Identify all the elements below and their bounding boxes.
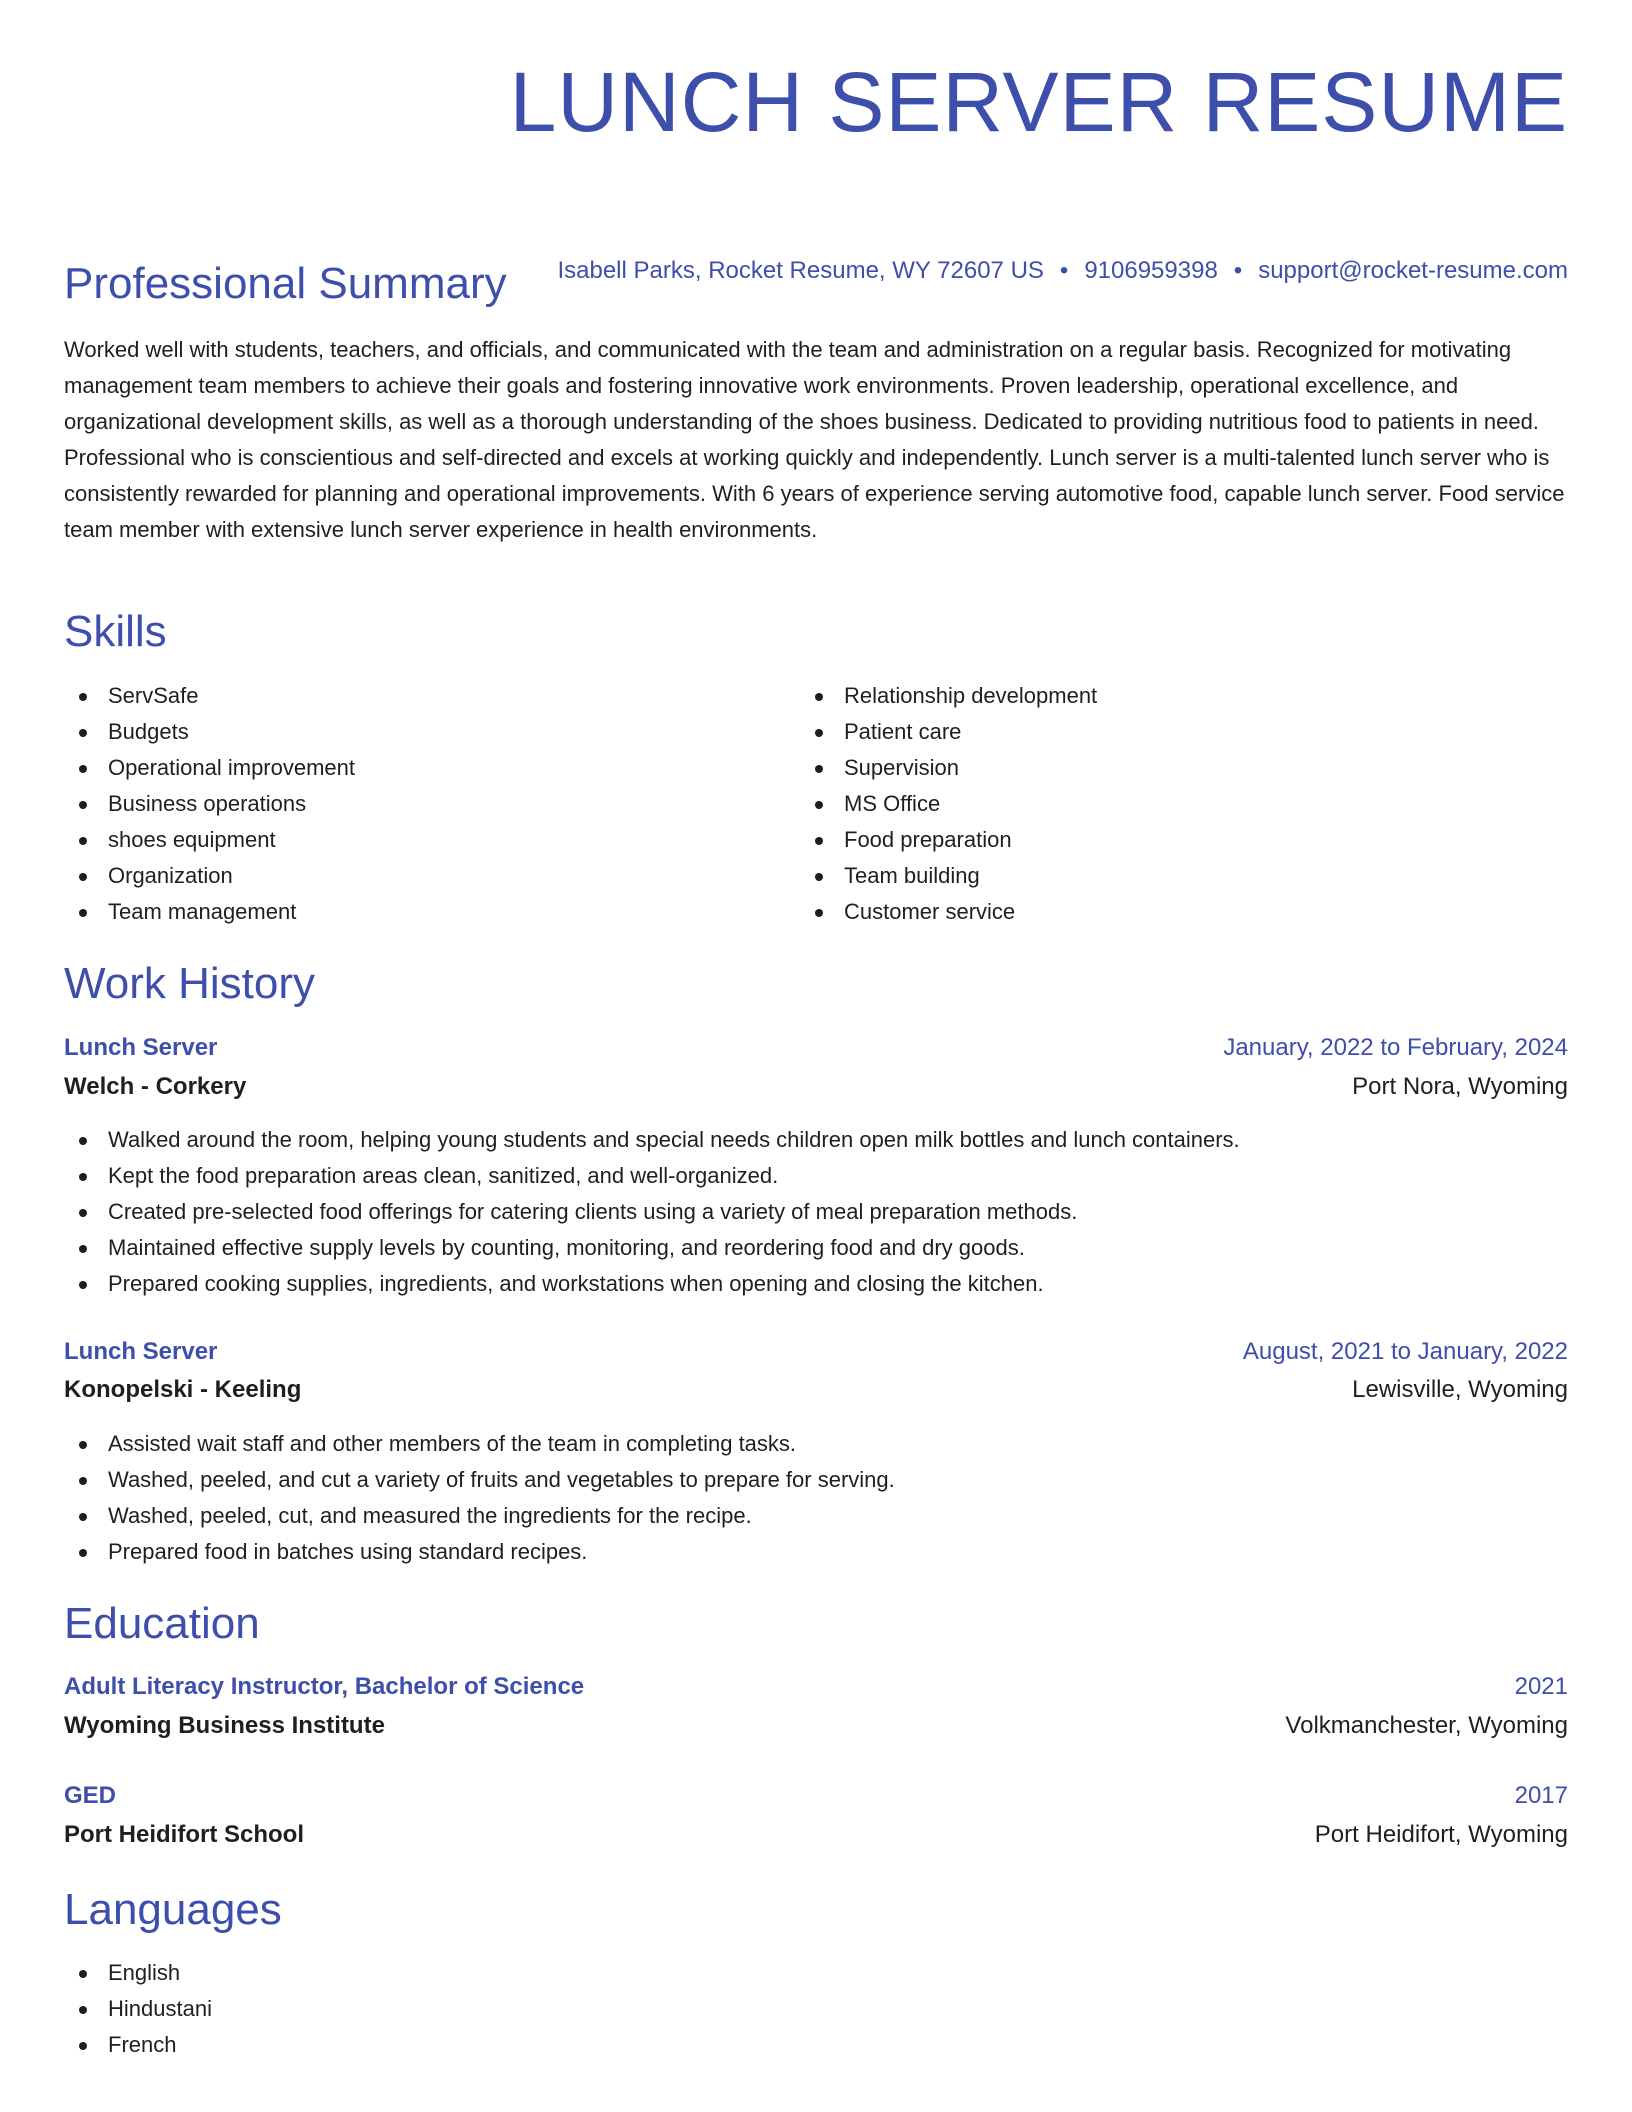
job-location: Port Nora, Wyoming <box>1352 1073 1568 1100</box>
skill-item: Organization <box>64 858 764 894</box>
job-bullet: Prepared food in batches using standard recipes. <box>64 1534 1568 1570</box>
education-year: 2021 <box>1514 1673 1568 1700</box>
summary-heading: Professional Summary <box>64 259 507 308</box>
education-subheader <box>64 1821 1568 1849</box>
job-company: Welch - Corkery <box>64 1073 247 1100</box>
skill-item: Business operations <box>64 786 764 822</box>
contact-separator: • <box>1059 257 1069 284</box>
job-role: Lunch Server <box>64 1338 218 1365</box>
job-bullet: Walked around the room, helping young students and special needs children open milk bottles and lunch containers. <box>64 1122 1568 1158</box>
job-bullet: Maintained effective supply levels by counting, monitoring, and reordering food and dry goods. <box>64 1230 1568 1266</box>
skill-item: Team building <box>800 858 1500 894</box>
education-degree: Adult Literacy Instructor, Bachelor of Science <box>64 1673 585 1700</box>
job-location: Lewisville, Wyoming <box>1352 1376 1568 1403</box>
language-item: English <box>64 1955 764 1991</box>
skill-item: Team management <box>64 894 764 930</box>
language-item: French <box>64 2027 764 2063</box>
skill-item: MS Office <box>800 786 1500 822</box>
job-dates: August, 2021 to January, 2022 <box>1242 1338 1568 1365</box>
job-header <box>64 1338 1568 1366</box>
resume-title: LUNCH SERVER RESUME <box>509 55 1568 149</box>
work-heading: Work History <box>64 959 315 1008</box>
languages-heading: Languages <box>64 1885 282 1934</box>
contact-line <box>557 256 1568 286</box>
education-school: Wyoming Business Institute <box>64 1712 385 1739</box>
contact-phone: 9106959398 <box>1084 257 1218 284</box>
job-bullet: Prepared cooking supplies, ingredients, and workstations when opening and closing the kitchen. <box>64 1266 1568 1302</box>
education-school: Port Heidifort School <box>64 1821 304 1848</box>
job-bullet: Washed, peeled, and cut a variety of fruits and vegetables to prepare for serving. <box>64 1462 1568 1498</box>
skills-list-left <box>64 678 764 930</box>
summary-text: Worked well with students, teachers, and officials, and communicated with the team and administration on a regular basis. Recognized for motivating management team members to achieve their goals and fostering innovative work environments. Proven leadership, operational excellence, and organizational development skills, as well as a thorough understanding of the shoes business. Dedicated to providing nutritious food to patients in need. Professional who is conscientious and self-directed and excels at working quickly and independently. Lunch server is a multi-talented lunch server who is consistently rewarded for planning and operational improvements. With 6 years of experience serving automotive food, capable lunch server. Food service team member with extensive lunch server experience in health environments. <box>64 337 1565 542</box>
job-subheader <box>64 1073 1568 1101</box>
skill-item: ServSafe <box>64 678 764 714</box>
education-header <box>64 1782 1568 1810</box>
job-bullet: Assisted wait staff and other members of the team in completing tasks. <box>64 1426 1568 1462</box>
education-degree: GED <box>64 1782 117 1809</box>
skills-list-right <box>800 678 1500 930</box>
skill-item: Relationship development <box>800 678 1500 714</box>
skills-heading: Skills <box>64 607 167 656</box>
contact-address: Isabell Parks, Rocket Resume, WY 72607 US <box>557 257 1044 284</box>
job-bullet: Created pre-selected food offerings for catering clients using a variety of meal preparation methods. <box>64 1194 1568 1230</box>
contact-email[interactable]: support@rocket-resume.com <box>1258 257 1568 284</box>
education-location: Port Heidifort, Wyoming <box>1314 1821 1568 1848</box>
skill-item: Operational improvement <box>64 750 764 786</box>
job-header <box>64 1034 1568 1062</box>
education-year: 2017 <box>1514 1782 1568 1809</box>
skill-item: Food preparation <box>800 822 1500 858</box>
contact-separator: • <box>1233 257 1243 284</box>
job-bullet: Kept the food preparation areas clean, sanitized, and well-organized. <box>64 1158 1568 1194</box>
skill-item: Customer service <box>800 894 1500 930</box>
education-heading: Education <box>64 1599 260 1648</box>
skill-item: Patient care <box>800 714 1500 750</box>
job-dates: January, 2022 to February, 2024 <box>1223 1034 1568 1061</box>
job-bullet: Washed, peeled, cut, and measured the ingredients for the recipe. <box>64 1498 1568 1534</box>
skill-item: Supervision <box>800 750 1500 786</box>
language-item: Hindustani <box>64 1991 764 2027</box>
job-company: Konopelski - Keeling <box>64 1376 302 1403</box>
education-location: Volkmanchester, Wyoming <box>1285 1712 1568 1739</box>
education-subheader <box>64 1712 1568 1740</box>
job-subheader <box>64 1376 1568 1404</box>
education-header <box>64 1673 1568 1701</box>
skill-item: shoes equipment <box>64 822 764 858</box>
job-role: Lunch Server <box>64 1034 218 1061</box>
job-bullets <box>64 1426 1568 1570</box>
languages-list <box>64 1955 764 2063</box>
skill-item: Budgets <box>64 714 764 750</box>
job-bullets <box>64 1122 1568 1302</box>
